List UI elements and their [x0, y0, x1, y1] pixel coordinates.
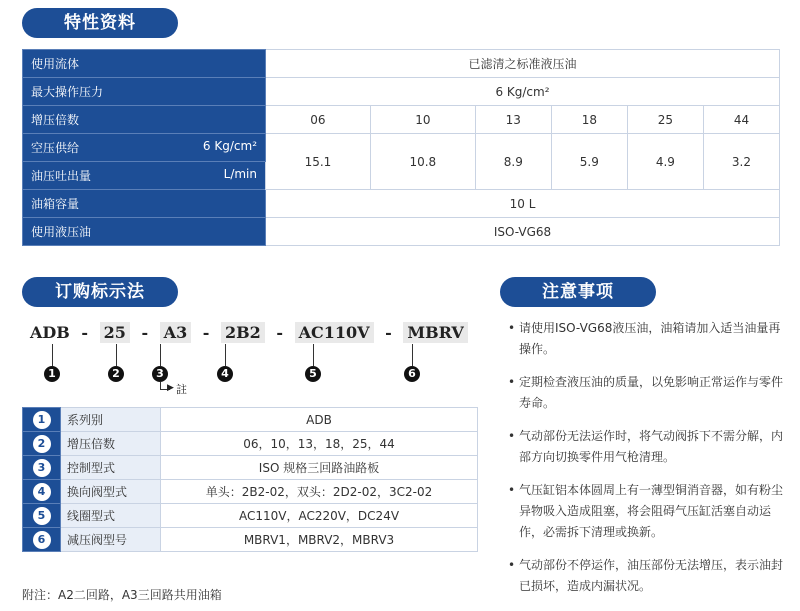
fluid-value: 已滤清之标准液压油: [266, 50, 780, 78]
note-text: 气动部份无法运作时，将气动阀拆下不需分解，内部方向切换零件用气枪清理。: [519, 429, 784, 464]
connector-line: [160, 344, 161, 366]
oil-output-value: 10.8: [370, 134, 475, 190]
order-code: [30, 322, 468, 343]
connector-line: [412, 344, 413, 366]
code-dash: -: [141, 323, 149, 342]
bullet: •: [508, 429, 516, 443]
connector-line: [313, 344, 314, 366]
row-value: 06，10，13，18，25，44: [161, 432, 478, 456]
ratio-value: 06: [266, 106, 371, 134]
row-label: 控制型式: [61, 456, 161, 480]
ratio-value: 25: [627, 106, 703, 134]
oil-output-value: 8.9: [475, 134, 551, 190]
pressure-label: 最大操作压力: [23, 78, 266, 106]
spec-table: [22, 49, 780, 246]
table-row: [23, 480, 478, 504]
note-marker: 註: [176, 383, 187, 396]
row-value: AC110V，AC220V，DC24V: [161, 504, 478, 528]
row-number: 1: [33, 411, 51, 429]
table-row: [23, 408, 478, 432]
row-value: ISO 规格三回路油路板: [161, 456, 478, 480]
table-row: [23, 504, 478, 528]
ratio-value: 10: [370, 106, 475, 134]
ratio-value: 44: [703, 106, 779, 134]
bullet: •: [508, 483, 516, 497]
row-number: 2: [33, 435, 51, 453]
order-title: 订购标示法: [22, 277, 178, 307]
oil-type-label: 使用液压油: [23, 218, 266, 246]
row-number: 3: [33, 459, 51, 477]
code-dash: -: [81, 323, 89, 342]
tank-label: 油箱容量: [23, 190, 266, 218]
code-number: 3: [152, 366, 168, 382]
note-text: 气动部份不停运作，油压部份无法增压，表示油封已损坏，造成内漏状况。: [519, 558, 784, 593]
air-supply-text: 空压供给: [31, 141, 80, 155]
row-number: 6: [33, 531, 51, 549]
code-part: A3: [160, 322, 192, 343]
code-number: 4: [217, 366, 233, 382]
air-supply-unit: 6 Kg/cm²: [202, 139, 257, 153]
notes-list: [505, 318, 790, 609]
code-part: MBRV: [403, 322, 467, 343]
oil-type-value: ISO-VG68: [266, 218, 780, 246]
list-item: [505, 318, 790, 360]
connector-line: [116, 344, 117, 366]
row-label: 减压阀型号: [61, 528, 161, 552]
oil-output-value: 3.2: [703, 134, 779, 190]
connector-line: [52, 344, 53, 366]
arrow-right-icon: ▶: [167, 383, 174, 393]
air-supply-label: [23, 134, 266, 162]
row-label: 系列别: [61, 408, 161, 432]
oil-output-label: [23, 162, 266, 190]
oil-output-value: 15.1: [266, 134, 371, 190]
code-dash: -: [276, 323, 284, 342]
tank-value: 10 L: [266, 190, 780, 218]
code-number: 6: [404, 366, 420, 382]
code-part: 2B2: [221, 322, 265, 343]
bullet: •: [508, 321, 516, 335]
ratio-value: 13: [475, 106, 551, 134]
row-number: 5: [33, 507, 51, 525]
row-number: 4: [33, 483, 51, 501]
code-part: ADB: [30, 323, 70, 342]
row-label: 增压倍数: [61, 432, 161, 456]
row-label: 换向阀型式: [61, 480, 161, 504]
table-row: [23, 456, 478, 480]
bullet: •: [508, 375, 516, 389]
oil-output-value: 5.9: [551, 134, 627, 190]
notes-title: 注意事项: [500, 277, 656, 307]
ratio-label: 增压倍数: [23, 106, 266, 134]
row-value: ADB: [161, 408, 478, 432]
order-footnote: 附注：A2二回路，A3三回路共用油箱: [22, 588, 222, 602]
list-item: [505, 480, 790, 543]
code-dash: -: [385, 323, 392, 342]
list-item: [505, 372, 790, 414]
connector-line: [225, 344, 226, 366]
row-value: 单头：2B2-02，双头：2D2-02，3C2-02: [161, 480, 478, 504]
pressure-value: 6 Kg/cm²: [266, 78, 780, 106]
note-text: 请使用ISO-VG68液压油，油箱请加入适当油量再操作。: [519, 321, 781, 356]
code-dash: -: [202, 323, 210, 342]
code-number: 1: [44, 366, 60, 382]
oil-output-value: 4.9: [627, 134, 703, 190]
note-text: 定期检查液压油的质量，以免影响正常运作与零件寿命。: [519, 375, 784, 410]
list-item: [505, 555, 790, 597]
bullet: •: [508, 558, 516, 572]
row-label: 线圈型式: [61, 504, 161, 528]
table-row: [23, 432, 478, 456]
oil-output-unit: L/min: [223, 167, 257, 181]
code-number: 5: [305, 366, 321, 382]
order-table: [22, 407, 478, 552]
fluid-label: 使用流体: [23, 50, 266, 78]
code-number: 2: [108, 366, 124, 382]
code-part: AC110V: [295, 322, 374, 343]
row-value: MBRV1，MBRV2，MBRV3: [161, 528, 478, 552]
table-row: [23, 528, 478, 552]
spec-title: 特性资料: [22, 8, 178, 38]
ratio-value: 18: [551, 106, 627, 134]
list-item: [505, 426, 790, 468]
code-part: 25: [100, 322, 130, 343]
oil-output-text: 油压吐出量: [31, 169, 92, 183]
note-text: 气压缸铝本体圆周上有一薄型铜消音器，如有粉尘异物吸入造成阻塞，将会阻碍气压缸活塞自动运作，必需拆下清理或换新。: [519, 483, 784, 539]
